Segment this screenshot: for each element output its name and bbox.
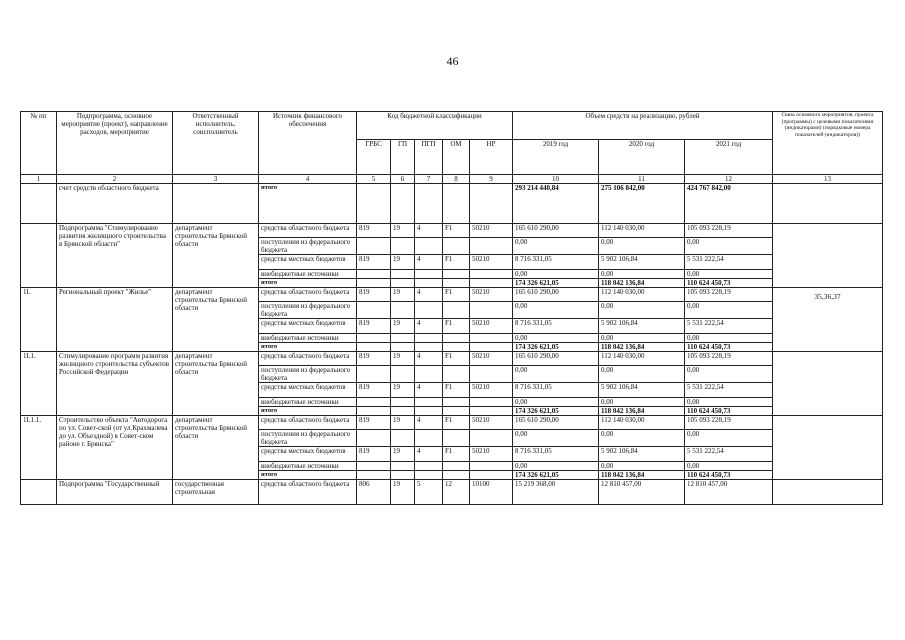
block-2-pgp-reg: 4 [415,352,443,366]
column-number-2: 2 [57,175,173,184]
block-2-grbs-reg: 819 [357,352,391,366]
block-2-name: Стимулирование программ развития жилищного строительства субъектов Российской Федерации [57,352,173,416]
block-2-link [773,352,883,416]
block-1-value-fed-2: 0,00 [685,302,773,319]
block-3-executor: департамент строительства Брянской области [173,416,259,480]
block-2-value-tot-0: 174 326 621,05 [513,407,599,416]
block-3-value-tot-0: 174 326 621,05 [513,471,599,480]
block-3-value-fed-1: 0,00 [599,430,685,447]
block-1-grbs-loc: 819 [357,319,391,334]
block-2-source-fed: поступления из федерального бюджета [259,366,357,383]
block-2-value-tot-2: 110 624 450,73 [685,407,773,416]
budget-table [20,111,883,505]
block-0-source-tot: итого [259,279,357,288]
page-number: 46 [446,54,459,68]
block-1-value-tot-0: 174 326 621,05 [513,343,599,352]
block-1-num: 1I. [21,288,57,352]
block-0-num [21,224,57,288]
block-3-value-fed-0: 0,00 [513,430,599,447]
last-om: 12 [443,480,470,505]
block-3-num: 1I.1.1. [21,416,57,480]
block-2-gp-loc: 19 [391,383,415,398]
block-0-value-reg-0: 165 610 290,00 [513,224,599,238]
block-3-pgp-loc: 4 [415,447,443,462]
block-2-value-loc-1: 5 902 106,84 [599,383,685,398]
block-3-value-fed-2: 0,00 [685,430,773,447]
header-grbs: ГРБС [357,140,391,175]
block-2-nr-reg: 50210 [470,352,513,366]
block-0-value-tot-2: 110 624 450,73 [685,279,773,288]
block-3-value-reg-0: 165 610 290,00 [513,416,599,430]
block-3-name: Строительство объекта "Автодорога по ул. Совет-ской (от ул.Крахмалева до ул. Объездной) в Совет-ском районе г. Брянска" [57,416,173,480]
header-gp: ГП [391,140,415,175]
block-3-gp-reg: 19 [391,416,415,430]
header-2019: 2019 год [513,140,599,175]
block-3-source-tot: итого [259,471,357,480]
block-0-gp-loc: 19 [391,255,415,270]
block-0-grbs-reg: 819 [357,224,391,238]
block-3-value-tot-1: 118 042 136,84 [599,471,685,480]
block-2-value-ext-2: 0,00 [685,398,773,407]
block-0-value-loc-1: 5 902 106,84 [599,255,685,270]
block-3-value-reg-1: 112 140 030,00 [599,416,685,430]
summary-name: счет средств областного бюджета [57,184,173,224]
block-1-value-tot-1: 118 042 136,84 [599,343,685,352]
block-0-om-reg: F1 [443,224,470,238]
block-0-pgp-loc: 4 [415,255,443,270]
block-0-source-ext: внебюджетные источники [259,270,357,279]
block-1-value-ext-2: 0,00 [685,334,773,343]
block-1-value-ext-0: 0,00 [513,334,599,343]
block-0-nr-reg: 50210 [470,224,513,238]
block-0-value-ext-2: 0,00 [685,270,773,279]
block-0-source-loc: средства местных бюджетов [259,255,357,270]
last-source: средства областного бюджета [259,480,357,505]
block-3-grbs-loc: 819 [357,447,391,462]
block-3-value-loc-1: 5 902 106,84 [599,447,685,462]
block-2-value-fed-2: 0,00 [685,366,773,383]
column-number-6: 6 [391,175,415,184]
last-2021: 12 810 457,00 [685,480,773,505]
block-0-executor: департамент строительства Брянской области [173,224,259,288]
block-2-value-ext-1: 0,00 [599,398,685,407]
block-3-row-reg [21,416,883,430]
block-1-value-ext-1: 0,00 [599,334,685,343]
block-1-source-reg: средства областного бюджета [259,288,357,302]
block-1-pgp-reg: 4 [415,288,443,302]
block-3-om-reg: F1 [443,416,470,430]
block-2-value-fed-1: 0,00 [599,366,685,383]
block-1-value-tot-2: 110 624 450,73 [685,343,773,352]
block-0-value-fed-2: 0,00 [685,238,773,255]
block-0-value-reg-1: 112 140 030,00 [599,224,685,238]
summary-2021: 424 767 842,00 [685,184,773,224]
last-name: Подпрограмма "Государственный [57,480,173,505]
block-1-source-fed: поступления из федерального бюджета [259,302,357,319]
block-0-source-fed: поступления из федерального бюджета [259,238,357,255]
header-2021: 2021 год [685,140,773,175]
header-link: Связь основного мероприятия, проекта (программы) с целевыми показателями (индикаторами) (порядковые номера показателей (индикаторов)) [773,112,883,175]
block-1-link: 35,36,37 [773,288,883,352]
block-3-value-loc-2: 5 531 222,54 [685,447,773,462]
block-3-gp-loc: 19 [391,447,415,462]
block-1-source-loc: средства местных бюджетов [259,319,357,334]
block-3-value-loc-0: 8 716 331,05 [513,447,599,462]
block-0-value-fed-1: 0,00 [599,238,685,255]
block-1-executor: департамент строительства Брянской области [173,288,259,352]
block-0-nr-loc: 50210 [470,255,513,270]
block-2-num: 1I.1. [21,352,57,416]
column-number-1: 1 [21,175,57,184]
block-1-pgp-loc: 4 [415,319,443,334]
block-2-value-loc-2: 5 531 222,54 [685,383,773,398]
block-1-name: Региональный проект "Жилье" [57,288,173,352]
block-1-gp-loc: 19 [391,319,415,334]
last-grbs: 806 [357,480,391,505]
column-number-10: 10 [513,175,599,184]
column-number-4: 4 [259,175,357,184]
header-source: Источник финансового обеспечения [259,112,357,175]
column-number-13: 13 [773,175,883,184]
header-om: ОМ [443,140,470,175]
block-3-value-ext-0: 0,00 [513,462,599,471]
block-3-value-tot-2: 110 624 450,73 [685,471,773,480]
block-3-nr-loc: 50210 [470,447,513,462]
block-1-om-loc: F1 [443,319,470,334]
block-0-value-loc-2: 5 531 222,54 [685,255,773,270]
block-1-source-ext: внебюджетные источники [259,334,357,343]
column-number-8: 8 [443,175,470,184]
block-2-source-reg: средства областного бюджета [259,352,357,366]
block-1-value-reg-2: 105 093 228,19 [685,288,773,302]
block-0-source-reg: средства областного бюджета [259,224,357,238]
column-number-11: 11 [599,175,685,184]
block-2-executor: департамент строительства Брянской области [173,352,259,416]
block-0-value-fed-0: 0,00 [513,238,599,255]
block-1-value-loc-0: 8 716 331,05 [513,319,599,334]
block-1-source-tot: итого [259,343,357,352]
program-blocks [21,224,883,480]
column-number-12: 12 [685,175,773,184]
block-0-link [773,224,883,288]
block-3-value-ext-2: 0,00 [685,462,773,471]
block-2-source-loc: средства местных бюджетов [259,383,357,398]
block-2-value-ext-0: 0,00 [513,398,599,407]
block-2-row-reg [21,352,883,366]
block-2-om-reg: F1 [443,352,470,366]
column-number-3: 3 [173,175,259,184]
last-row [21,480,883,505]
block-1-value-reg-0: 165 610 290,00 [513,288,599,302]
block-2-source-tot: итого [259,407,357,416]
block-1-nr-reg: 50210 [470,288,513,302]
block-3-value-reg-2: 105 093 228,19 [685,416,773,430]
block-3-pgp-reg: 4 [415,416,443,430]
header-code: Код бюджетной классификации [357,112,513,140]
block-2-value-reg-2: 105 093 228,19 [685,352,773,366]
last-pgp: 5 [415,480,443,505]
header-nr: НР [470,140,513,175]
block-3-source-loc: средства местных бюджетов [259,447,357,462]
block-3-link [773,416,883,480]
header-2020: 2020 год [599,140,685,175]
block-0-name: Подпрограмма "Стимулирование развития жилищного строительства в Брянской области" [57,224,173,288]
block-2-grbs-loc: 819 [357,383,391,398]
block-2-value-reg-1: 112 140 030,00 [599,352,685,366]
header-pgp: ПГП [415,140,443,175]
block-3-nr-reg: 50210 [470,416,513,430]
block-3-source-reg: средства областного бюджета [259,416,357,430]
block-0-value-tot-0: 174 326 621,05 [513,279,599,288]
block-0-value-ext-0: 0,00 [513,270,599,279]
column-number-7: 7 [415,175,443,184]
block-2-nr-loc: 50210 [470,383,513,398]
block-3-source-ext: внебюджетные источники [259,462,357,471]
block-1-value-fed-0: 0,00 [513,302,599,319]
block-2-gp-reg: 19 [391,352,415,366]
block-3-source-fed: поступления из федерального бюджета [259,430,357,447]
block-2-value-loc-0: 8 716 331,05 [513,383,599,398]
header-volume: Объем средств на реализацию, рублей [513,112,773,140]
summary-row [21,184,883,224]
block-0-value-reg-2: 105 093 228,19 [685,224,773,238]
block-2-value-reg-0: 165 610 290,00 [513,352,599,366]
block-0-value-ext-1: 0,00 [599,270,685,279]
block-3-om-loc: F1 [443,447,470,462]
block-1-value-loc-1: 5 902 106,84 [599,319,685,334]
column-numbers-row [21,175,883,184]
block-1-value-reg-1: 112 140 030,00 [599,288,685,302]
block-0-grbs-loc: 819 [357,255,391,270]
block-1-om-reg: F1 [443,288,470,302]
block-2-source-ext: внебюджетные источники [259,398,357,407]
block-0-value-tot-1: 118 042 136,84 [599,279,685,288]
block-3-value-ext-1: 0,00 [599,462,685,471]
summary-2020: 275 106 842,00 [599,184,685,224]
block-2-value-fed-0: 0,00 [513,366,599,383]
block-1-value-fed-1: 0,00 [599,302,685,319]
last-executor: государственная строительная [173,480,259,505]
block-0-om-loc: F1 [443,255,470,270]
block-1-row-reg [21,288,883,302]
header-num: № пп [21,112,57,175]
column-number-5: 5 [357,175,391,184]
last-2019: 15 219 368,00 [513,480,599,505]
block-1-nr-loc: 50210 [470,319,513,334]
block-3-grbs-reg: 819 [357,416,391,430]
block-1-value-loc-2: 5 531 222,54 [685,319,773,334]
column-number-9: 9 [470,175,513,184]
block-0-value-loc-0: 8 716 331,05 [513,255,599,270]
summary-itogo-label: итого [259,184,357,224]
block-1-gp-reg: 19 [391,288,415,302]
block-1-grbs-reg: 819 [357,288,391,302]
header-executor: Ответственный исполнитель, соисполнитель [173,112,259,175]
block-2-value-tot-1: 118 042 136,84 [599,407,685,416]
block-0-gp-reg: 19 [391,224,415,238]
last-gp: 19 [391,480,415,505]
block-2-pgp-loc: 4 [415,383,443,398]
last-2020: 12 810 457,00 [599,480,685,505]
block-0-row-reg [21,224,883,238]
summary-2019: 293 214 440,84 [513,184,599,224]
block-0-pgp-reg: 4 [415,224,443,238]
last-nr: 10100 [470,480,513,505]
header-program: Подпрограмма, основное мероприятие (проект), направление расходов, мероприятие [57,112,173,175]
block-2-om-loc: F1 [443,383,470,398]
